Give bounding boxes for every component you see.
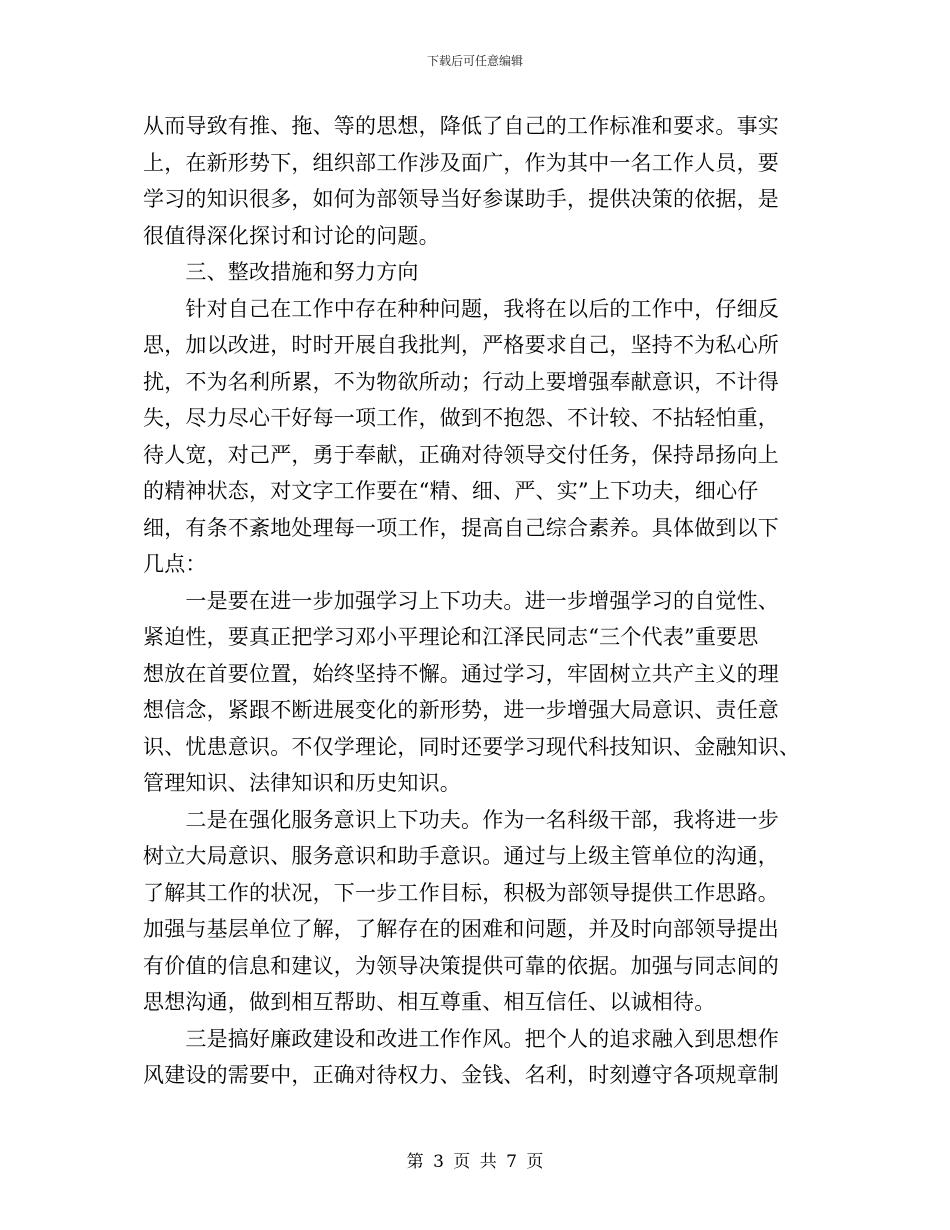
text-line: 想放在首要位置，始终坚持不懈。通过学习，牢固树立共产主义的理 bbox=[143, 661, 779, 686]
text-line: 紧迫性，要真正把学习邓小平理论和江泽民同志“三个代表”重要思 bbox=[143, 625, 759, 649]
text-line: 从而导致有推、拖、等的思想，降低了自己的工作标准和要求。事实 bbox=[143, 114, 779, 138]
text-line: 风建设的需要中，正确对待权力、金钱、名利，时刻遵守各项规章制 bbox=[143, 1063, 779, 1087]
text-line: 细，有条不紊地处理每一项工作，提高自己综合素养。具体做到以下 bbox=[143, 515, 779, 540]
text-line: 有价值的信息和建议，为领导决策提供可靠的依据。加强与同志间的 bbox=[143, 953, 779, 978]
text-line: 扰，不为名利所累，不为物欲所动；行动上要增强奉献意识，不计得 bbox=[143, 369, 779, 394]
text-line: 思，加以改进，时时开展自我批判，严格要求自己，坚持不为私心所 bbox=[143, 333, 779, 357]
text-line: 想信念，紧跟不断进展变化的新形势，进一步增强大局意识、责任意 bbox=[143, 698, 779, 722]
text-line: 管理知识、法律知识和历史知识。 bbox=[143, 771, 461, 795]
text-line: 的精神状态，对文字工作要在“精、细、严、实”上下功夫，细心仔 bbox=[143, 479, 759, 503]
text-line: 针对自己在工作中存在种种问题，我将在以后的工作中，仔细反 bbox=[143, 296, 779, 321]
text-line: 几点： bbox=[143, 552, 207, 576]
text-line: 待人宽，对己严，勇于奉献，正确对待领导交付任务，保持昂扬向上 bbox=[143, 442, 779, 467]
text-line: 很值得深化探讨和讨论的问题。 bbox=[143, 223, 440, 248]
text-line: 了解其工作的状况，下一步工作目标，积极为部领导提供工作思路。 bbox=[143, 880, 779, 905]
text-line: 一是要在进一步加强学习上下功夫。进一步增强学习的自觉性、 bbox=[143, 588, 779, 613]
page-header: 下载后可任意编辑 bbox=[426, 54, 523, 68]
text-line: 失，尽力尽心干好每一项工作，做到不抱怨、不计较、不拈轻怕重， bbox=[143, 406, 779, 430]
text-line: 上，在新形势下，组织部工作涉及面广，作为其中一名工作人员，要 bbox=[143, 150, 779, 175]
section-heading: 三、整改措施和努力方向 bbox=[143, 260, 419, 284]
text-line: 二是在强化服务意识上下功夫。作为一名科级干部，我将进一步 bbox=[143, 807, 779, 832]
text-line: 三是搞好廉政建设和改进工作作风。把个人的追求融入到思想作 bbox=[143, 1026, 779, 1051]
page-number: 第 3 页 共 7 页 bbox=[406, 1152, 544, 1172]
text-line: 树立大局意识、服务意识和助手意识。通过与上级主管单位的沟通， bbox=[143, 844, 779, 868]
text-line: 识、忧患意识。不仅学理论，同时还要学习现代科技知识、金融知识、 bbox=[143, 734, 801, 759]
text-line: 思想沟通，做到相互帮助、相互尊重、相互信任、以诚相待。 bbox=[143, 990, 716, 1014]
text-line: 加强与基层单位了解，了解存在的困难和问题，并及时向部领导提出 bbox=[143, 917, 779, 941]
document-body bbox=[143, 108, 807, 1094]
text-line: 学习的知识很多，如何为部领导当好参谋助手，提供决策的依据，是 bbox=[143, 187, 779, 211]
